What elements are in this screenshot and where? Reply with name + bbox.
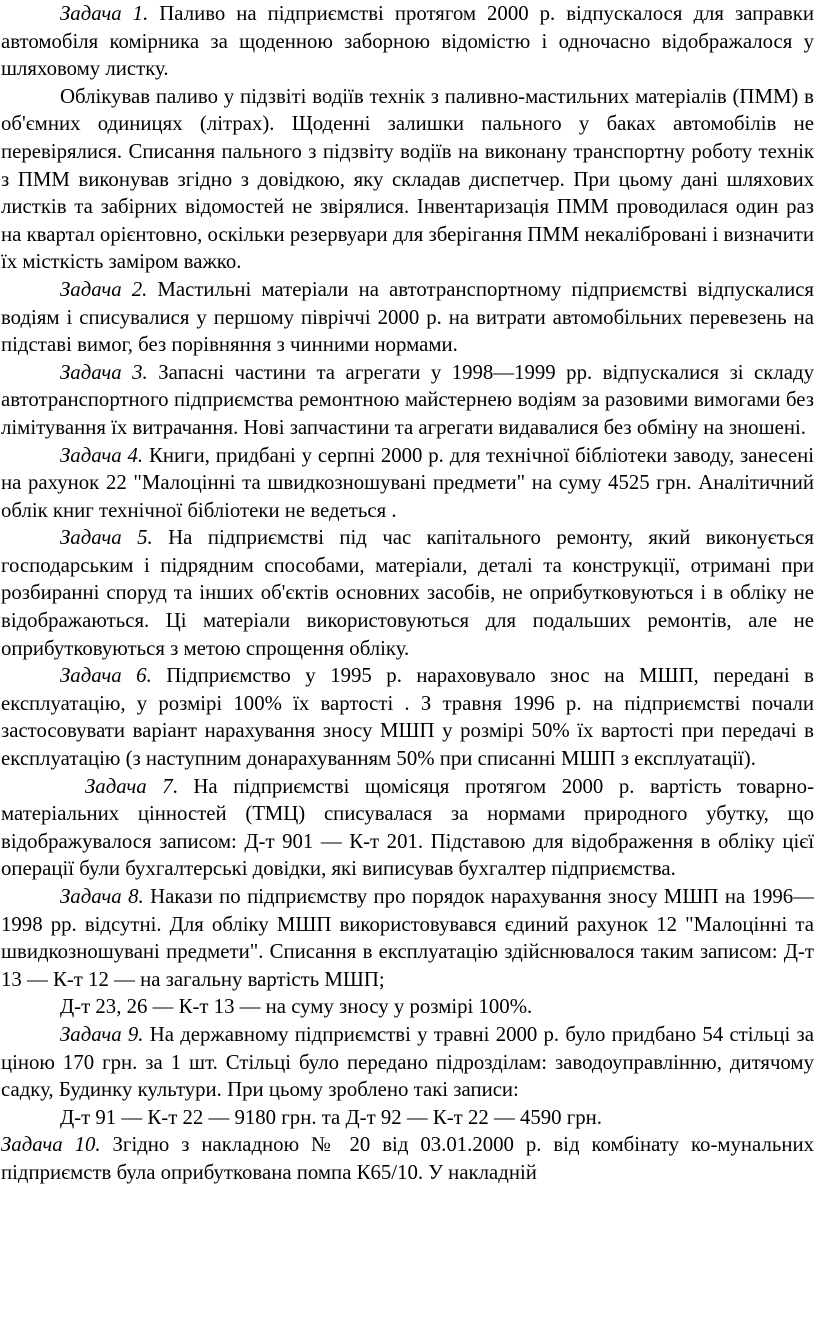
- paragraph-text: На підприємстві під час капітального ремонту, який виконується господарським і підрядним способами, матеріали, деталі та конструкції, отримані при розбиранні споруд та інших об'єктів основних засобів, не оприбутковуються і в обліку не відображаються. Ці матеріали використовуються для подальших ремонтів, але не оприбутковуються з метою спрощення обліку.: [1, 526, 814, 660]
- task-label: Задача 7: [85, 774, 173, 798]
- paragraph-task-1-continued: [1, 83, 814, 276]
- paragraph-task-2: [1, 276, 814, 359]
- paragraph-task-9: [1, 1021, 814, 1104]
- paragraph-text: Паливо на підприємстві протягом 2000 р. відпускалося для заправки автомобіля комірника за щоденною заборною відомістю і одночасно відображалося у шляховому листку.: [1, 2, 814, 81]
- paragraph-text: Запасні частини та агрегати у 1998—1999 рр. відпускалися зі складу автотранспортного підприємства ремонтною майстернею водіям за разовими вимогами без лімітування їх витрачання. Нові запчастини та агрегати видавалися без обміну на зношені.: [1, 360, 814, 439]
- paragraph-task-10: [1, 1131, 814, 1186]
- task-label: Задача 10.: [1, 1133, 101, 1157]
- paragraph-task-1: [1, 0, 814, 83]
- paragraph-task-3: [1, 359, 814, 442]
- task-label: Задача 1.: [60, 2, 149, 25]
- paragraph-text: Підприємство у 1995 р. нараховувало знос на МШП, передані в експлуатацію, у розмірі 100% їх вартості . З травня 1996 р. на підприємстві почали застосовувати варіант нарахування зносу МШП у розмірі 50% їх вартості при передачі в експлуатацію (з наступним донарахуванням 50% при списанні МШП з експлуатації).: [1, 664, 814, 771]
- paragraph-task-7: [1, 773, 814, 883]
- paragraph-task-4: [1, 442, 814, 525]
- task-label: Задача 3.: [60, 360, 148, 384]
- paragraph-task-8-entry: [1, 993, 814, 1021]
- paragraph-task-5: [1, 524, 814, 662]
- paragraph-text: На державному підприємстві у травні 2000 р. було придбано 54 стільці за ціною 170 грн. за 1 шт. Стільці було передано підрозділам: заводоуправлінню, дитячому садку, Будинку культури. При цьому зроблено такі записи:: [1, 1022, 814, 1102]
- paragraph-text: Мастильні матеріали на автотранспортному підприємстві відпускалися водіям і списувалися у першому півріччі 2000 р. на витрати автомобільних перевезень на підставі вимог, без порівняння з чинними нормами.: [1, 277, 814, 357]
- paragraph-text: Накази по підприємству про порядок нарахування зносу МШП на 1996—1998 рр. відсутні. Для обліку МШП використовувався єдиний рахунок 12 "Малоцінні та швидкозношувані предмети". Списання в експлуатацію здійснювалося таким записом: Д-т 13 — К-т 12 — на загальну вартість МШП;: [1, 885, 814, 991]
- paragraph-text: Книги, придбані у серпні 2000 р. для технічної бібліотеки заводу, занесені на рахунок 22 "Малоцінні та швидкозношувані предмети" на суму 4525 грн. Аналітичний облік книг технічної бібліотеки не ведеться .: [1, 443, 814, 522]
- paragraph-text: Згідно з накладною № 20 від 03.01.2000 р. від комбінату ко-мунальних підприємств була оприбуткована помпа К65/10. У накладній: [1, 1133, 814, 1184]
- task-label: Задача 4.: [60, 443, 144, 467]
- accounting-entry: Д-т 91 — К-т 22 — 9180 грн. та Д-т 92 — К-т 22 — 4590 грн.: [60, 1105, 603, 1129]
- task-label: Задача 5.: [60, 526, 153, 550]
- task-label: Задача 8.: [60, 885, 144, 908]
- paragraph-text: Облікував паливо у підзвіті водіїв технік з паливно-мастильних матеріалів (ПММ) в об'ємних одиницях (літрах). Щоденні залишки пального у баках автомобілів не перевірялися. Списання пального з підзвіту водіїв на виконану транспортну роботу технік з ПММ виконував згідно з довідкою, яку складав диспетчер. При цьому дані шляхових листків та забірних відомостей не звірялися. Інвентаризація ПММ проводилася один раз на квартал орієнтовно, оскільки резервуари для зберігання ПММ некалібровані і визначити їх місткість заміром важко.: [1, 84, 814, 274]
- paragraph-task-6: [1, 662, 814, 772]
- accounting-entry: Д-т 23, 26 — К-т 13 — на суму зносу у розмірі 100%.: [60, 995, 533, 1019]
- task-label: Задача 2.: [60, 277, 148, 301]
- paragraph-task-8: [1, 883, 814, 993]
- task-label: Задача 6.: [60, 664, 152, 688]
- paragraph-task-9-entry: [1, 1104, 814, 1132]
- task-label: Задача 9.: [60, 1022, 144, 1046]
- paragraph-text: . На підприємстві щомісяця протягом 2000 р. вартість товарно-матеріальних цінностей (ТМЦ) списувалася за нормами природного убутку, що відображувалося записом: Д-т 901 — К-т 201. Підставою для відображення в обліку цієї операції були бухгалтерські довідки, які виписував бухгалтер підприємства.: [1, 774, 814, 881]
